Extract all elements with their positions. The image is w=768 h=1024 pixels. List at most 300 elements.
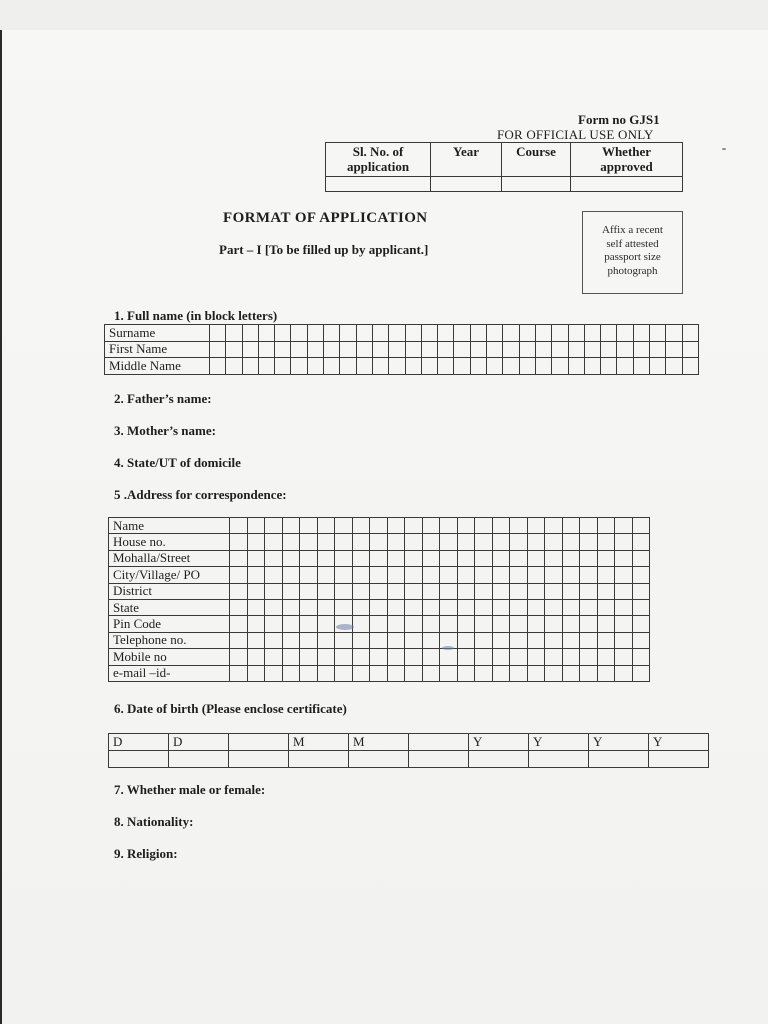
address-letter-box[interactable] — [632, 599, 650, 615]
address-letter-box[interactable] — [422, 567, 440, 583]
address-letter-box[interactable] — [527, 550, 545, 566]
name-letter-box[interactable] — [552, 358, 568, 375]
address-letter-box[interactable] — [492, 583, 510, 599]
address-letter-box[interactable] — [475, 599, 493, 615]
dob-input-box[interactable] — [109, 751, 169, 768]
name-letter-box[interactable] — [617, 341, 633, 358]
address-letter-box[interactable] — [597, 518, 615, 534]
name-letter-box[interactable] — [372, 358, 388, 375]
photo-box[interactable] — [582, 211, 683, 294]
name-letter-box[interactable] — [470, 358, 486, 375]
address-letter-box[interactable] — [632, 583, 650, 599]
name-letter-box[interactable] — [584, 341, 600, 358]
address-letter-box[interactable] — [230, 616, 248, 632]
address-letter-box[interactable] — [387, 550, 405, 566]
address-letter-box[interactable] — [475, 518, 493, 534]
address-letter-box[interactable] — [352, 567, 370, 583]
address-letter-box[interactable] — [475, 616, 493, 632]
address-letter-box[interactable] — [510, 632, 528, 648]
address-letter-box[interactable] — [632, 665, 650, 681]
address-letter-box[interactable] — [510, 534, 528, 550]
address-letter-box[interactable] — [317, 632, 335, 648]
address-letter-box[interactable] — [440, 616, 458, 632]
address-letter-box[interactable] — [545, 649, 563, 665]
address-letter-box[interactable] — [370, 649, 388, 665]
name-letter-box[interactable] — [226, 341, 242, 358]
address-letter-box[interactable] — [317, 599, 335, 615]
name-letter-box[interactable] — [617, 358, 633, 375]
address-letter-box[interactable] — [632, 534, 650, 550]
address-letter-box[interactable] — [422, 534, 440, 550]
address-letter-box[interactable] — [317, 583, 335, 599]
address-letter-box[interactable] — [300, 665, 318, 681]
address-letter-box[interactable] — [492, 649, 510, 665]
name-letter-box[interactable] — [356, 341, 372, 358]
name-letter-box[interactable] — [226, 325, 242, 342]
address-letter-box[interactable] — [317, 567, 335, 583]
address-letter-box[interactable] — [265, 632, 283, 648]
address-letter-box[interactable] — [440, 534, 458, 550]
address-letter-box[interactable] — [527, 665, 545, 681]
address-letter-box[interactable] — [422, 599, 440, 615]
name-letter-box[interactable] — [324, 358, 340, 375]
address-letter-box[interactable] — [335, 550, 353, 566]
address-letter-box[interactable] — [545, 599, 563, 615]
address-letter-box[interactable] — [527, 583, 545, 599]
address-letter-box[interactable] — [282, 518, 300, 534]
address-letter-box[interactable] — [492, 599, 510, 615]
address-letter-box[interactable] — [265, 649, 283, 665]
address-letter-box[interactable] — [632, 649, 650, 665]
address-letter-box[interactable] — [545, 534, 563, 550]
name-letter-box[interactable] — [324, 341, 340, 358]
address-letter-box[interactable] — [510, 567, 528, 583]
address-letter-box[interactable] — [422, 665, 440, 681]
address-letter-box[interactable] — [230, 649, 248, 665]
name-letter-box[interactable] — [519, 325, 535, 342]
address-letter-box[interactable] — [457, 567, 475, 583]
address-letter-box[interactable] — [422, 518, 440, 534]
address-letter-box[interactable] — [265, 567, 283, 583]
name-letter-box[interactable] — [666, 341, 682, 358]
address-letter-box[interactable] — [352, 518, 370, 534]
address-letter-box[interactable] — [580, 632, 598, 648]
address-letter-box[interactable] — [475, 550, 493, 566]
address-letter-box[interactable] — [597, 599, 615, 615]
address-letter-box[interactable] — [230, 583, 248, 599]
address-letter-box[interactable] — [527, 567, 545, 583]
name-letter-box[interactable] — [405, 325, 421, 342]
address-letter-box[interactable] — [545, 616, 563, 632]
address-letter-box[interactable] — [370, 550, 388, 566]
name-letter-box[interactable] — [324, 325, 340, 342]
name-letter-box[interactable] — [503, 325, 519, 342]
name-letter-box[interactable] — [405, 358, 421, 375]
address-letter-box[interactable] — [457, 550, 475, 566]
name-letter-box[interactable] — [210, 341, 226, 358]
address-letter-box[interactable] — [335, 583, 353, 599]
address-letter-box[interactable] — [562, 567, 580, 583]
address-letter-box[interactable] — [387, 632, 405, 648]
address-letter-box[interactable] — [300, 649, 318, 665]
address-letter-box[interactable] — [282, 550, 300, 566]
address-letter-box[interactable] — [492, 665, 510, 681]
address-letter-box[interactable] — [492, 616, 510, 632]
address-letter-box[interactable] — [422, 632, 440, 648]
address-letter-box[interactable] — [265, 665, 283, 681]
name-letter-box[interactable] — [421, 325, 437, 342]
name-letter-box[interactable] — [421, 341, 437, 358]
official-cell[interactable] — [326, 177, 431, 192]
address-letter-box[interactable] — [580, 616, 598, 632]
name-letter-box[interactable] — [210, 358, 226, 375]
address-letter-box[interactable] — [597, 567, 615, 583]
address-letter-box[interactable] — [457, 616, 475, 632]
address-letter-box[interactable] — [405, 632, 423, 648]
name-letter-box[interactable] — [568, 341, 584, 358]
address-letter-box[interactable] — [317, 649, 335, 665]
name-letter-box[interactable] — [389, 341, 405, 358]
name-letter-box[interactable] — [307, 358, 323, 375]
address-letter-box[interactable] — [300, 534, 318, 550]
address-letter-box[interactable] — [335, 665, 353, 681]
address-letter-box[interactable] — [422, 550, 440, 566]
address-letter-box[interactable] — [615, 550, 633, 566]
name-letter-box[interactable] — [584, 358, 600, 375]
address-letter-box[interactable] — [335, 632, 353, 648]
address-letter-box[interactable] — [440, 567, 458, 583]
address-letter-box[interactable] — [527, 616, 545, 632]
address-letter-box[interactable] — [632, 550, 650, 566]
address-letter-box[interactable] — [632, 567, 650, 583]
address-letter-box[interactable] — [282, 567, 300, 583]
name-letter-box[interactable] — [258, 341, 274, 358]
name-letter-box[interactable] — [470, 325, 486, 342]
name-letter-box[interactable] — [519, 341, 535, 358]
dob-input-box[interactable] — [589, 751, 649, 768]
address-letter-box[interactable] — [352, 534, 370, 550]
name-letter-box[interactable] — [242, 341, 258, 358]
official-cell[interactable] — [502, 177, 571, 192]
address-letter-box[interactable] — [562, 534, 580, 550]
address-letter-box[interactable] — [387, 583, 405, 599]
name-letter-box[interactable] — [487, 341, 503, 358]
address-letter-box[interactable] — [580, 649, 598, 665]
name-letter-box[interactable] — [503, 341, 519, 358]
address-letter-box[interactable] — [492, 567, 510, 583]
address-letter-box[interactable] — [387, 567, 405, 583]
name-letter-box[interactable] — [438, 341, 454, 358]
name-letter-box[interactable] — [601, 358, 617, 375]
address-letter-box[interactable] — [282, 665, 300, 681]
address-letter-box[interactable] — [510, 665, 528, 681]
address-letter-box[interactable] — [615, 599, 633, 615]
address-letter-box[interactable] — [335, 599, 353, 615]
address-letter-box[interactable] — [405, 599, 423, 615]
address-letter-box[interactable] — [335, 534, 353, 550]
address-letter-box[interactable] — [405, 649, 423, 665]
name-letter-box[interactable] — [568, 325, 584, 342]
address-letter-box[interactable] — [545, 665, 563, 681]
name-letter-box[interactable] — [356, 358, 372, 375]
address-letter-box[interactable] — [527, 534, 545, 550]
address-letter-box[interactable] — [300, 583, 318, 599]
name-letter-box[interactable] — [617, 325, 633, 342]
address-letter-box[interactable] — [580, 665, 598, 681]
name-letter-box[interactable] — [470, 341, 486, 358]
address-letter-box[interactable] — [457, 583, 475, 599]
address-letter-box[interactable] — [457, 665, 475, 681]
address-letter-box[interactable] — [422, 583, 440, 599]
name-letter-box[interactable] — [682, 358, 698, 375]
address-letter-box[interactable] — [265, 534, 283, 550]
address-letter-box[interactable] — [247, 632, 265, 648]
address-letter-box[interactable] — [597, 534, 615, 550]
address-letter-box[interactable] — [562, 550, 580, 566]
address-letter-box[interactable] — [510, 518, 528, 534]
name-letter-box[interactable] — [356, 325, 372, 342]
address-letter-box[interactable] — [282, 583, 300, 599]
address-letter-box[interactable] — [632, 518, 650, 534]
address-letter-box[interactable] — [300, 550, 318, 566]
official-cell[interactable] — [431, 177, 502, 192]
dob-input-box[interactable] — [649, 751, 709, 768]
address-letter-box[interactable] — [317, 665, 335, 681]
address-letter-box[interactable] — [545, 583, 563, 599]
address-letter-box[interactable] — [580, 534, 598, 550]
address-letter-box[interactable] — [405, 567, 423, 583]
name-letter-box[interactable] — [275, 325, 291, 342]
name-letter-box[interactable] — [535, 358, 551, 375]
address-letter-box[interactable] — [352, 550, 370, 566]
name-letter-box[interactable] — [650, 358, 666, 375]
address-letter-box[interactable] — [247, 567, 265, 583]
address-letter-box[interactable] — [230, 518, 248, 534]
address-letter-box[interactable] — [615, 567, 633, 583]
address-letter-box[interactable] — [247, 616, 265, 632]
address-letter-box[interactable] — [370, 583, 388, 599]
name-letter-box[interactable] — [340, 325, 356, 342]
address-letter-box[interactable] — [352, 632, 370, 648]
address-letter-box[interactable] — [632, 632, 650, 648]
address-letter-box[interactable] — [282, 616, 300, 632]
address-letter-box[interactable] — [562, 518, 580, 534]
dob-input-box[interactable] — [169, 751, 229, 768]
address-letter-box[interactable] — [247, 665, 265, 681]
address-letter-box[interactable] — [335, 567, 353, 583]
name-letter-box[interactable] — [242, 358, 258, 375]
name-letter-box[interactable] — [682, 341, 698, 358]
address-letter-box[interactable] — [457, 518, 475, 534]
address-letter-box[interactable] — [370, 518, 388, 534]
address-letter-box[interactable] — [405, 616, 423, 632]
name-letter-box[interactable] — [275, 358, 291, 375]
address-letter-box[interactable] — [562, 616, 580, 632]
name-letter-box[interactable] — [454, 358, 470, 375]
address-letter-box[interactable] — [615, 632, 633, 648]
address-letter-box[interactable] — [265, 518, 283, 534]
name-letter-box[interactable] — [552, 325, 568, 342]
name-letter-box[interactable] — [307, 341, 323, 358]
address-letter-box[interactable] — [300, 599, 318, 615]
address-letter-box[interactable] — [247, 649, 265, 665]
address-letter-box[interactable] — [247, 534, 265, 550]
address-letter-box[interactable] — [580, 583, 598, 599]
name-letter-box[interactable] — [633, 325, 649, 342]
address-letter-box[interactable] — [527, 649, 545, 665]
name-letter-box[interactable] — [258, 325, 274, 342]
name-letter-box[interactable] — [584, 325, 600, 342]
address-letter-box[interactable] — [597, 616, 615, 632]
address-letter-box[interactable] — [615, 616, 633, 632]
name-letter-box[interactable] — [226, 358, 242, 375]
address-letter-box[interactable] — [230, 534, 248, 550]
address-letter-box[interactable] — [370, 599, 388, 615]
address-letter-box[interactable] — [352, 649, 370, 665]
name-letter-box[interactable] — [519, 358, 535, 375]
official-cell[interactable] — [571, 177, 683, 192]
address-letter-box[interactable] — [405, 518, 423, 534]
address-letter-box[interactable] — [247, 550, 265, 566]
address-letter-box[interactable] — [440, 583, 458, 599]
address-letter-box[interactable] — [510, 649, 528, 665]
name-letter-box[interactable] — [552, 341, 568, 358]
address-letter-box[interactable] — [527, 599, 545, 615]
address-letter-box[interactable] — [457, 632, 475, 648]
dob-input-box[interactable] — [469, 751, 529, 768]
address-letter-box[interactable] — [265, 550, 283, 566]
address-letter-box[interactable] — [300, 616, 318, 632]
address-letter-box[interactable] — [370, 632, 388, 648]
address-letter-box[interactable] — [247, 518, 265, 534]
address-letter-box[interactable] — [405, 665, 423, 681]
name-letter-box[interactable] — [454, 341, 470, 358]
address-letter-box[interactable] — [580, 550, 598, 566]
address-letter-box[interactable] — [475, 665, 493, 681]
address-letter-box[interactable] — [545, 567, 563, 583]
name-letter-box[interactable] — [666, 358, 682, 375]
address-letter-box[interactable] — [580, 518, 598, 534]
address-letter-box[interactable] — [492, 550, 510, 566]
address-letter-box[interactable] — [615, 665, 633, 681]
name-letter-box[interactable] — [421, 358, 437, 375]
address-letter-box[interactable] — [422, 616, 440, 632]
address-letter-box[interactable] — [282, 599, 300, 615]
address-letter-box[interactable] — [510, 583, 528, 599]
address-letter-box[interactable] — [230, 567, 248, 583]
name-letter-box[interactable] — [372, 325, 388, 342]
address-letter-box[interactable] — [265, 583, 283, 599]
address-letter-box[interactable] — [317, 518, 335, 534]
address-letter-box[interactable] — [562, 665, 580, 681]
name-letter-box[interactable] — [633, 358, 649, 375]
name-letter-box[interactable] — [389, 358, 405, 375]
name-letter-box[interactable] — [535, 325, 551, 342]
address-letter-box[interactable] — [527, 518, 545, 534]
name-letter-box[interactable] — [487, 358, 503, 375]
name-letter-box[interactable] — [666, 325, 682, 342]
address-letter-box[interactable] — [300, 518, 318, 534]
address-letter-box[interactable] — [387, 616, 405, 632]
address-letter-box[interactable] — [492, 518, 510, 534]
address-letter-box[interactable] — [597, 583, 615, 599]
address-letter-box[interactable] — [405, 583, 423, 599]
address-letter-box[interactable] — [422, 649, 440, 665]
name-letter-box[interactable] — [291, 341, 307, 358]
name-letter-box[interactable] — [340, 358, 356, 375]
address-letter-box[interactable] — [230, 665, 248, 681]
address-letter-box[interactable] — [440, 599, 458, 615]
address-letter-box[interactable] — [352, 616, 370, 632]
address-letter-box[interactable] — [265, 599, 283, 615]
name-letter-box[interactable] — [601, 325, 617, 342]
address-letter-box[interactable] — [370, 534, 388, 550]
address-letter-box[interactable] — [352, 599, 370, 615]
name-letter-box[interactable] — [291, 325, 307, 342]
dob-input-box[interactable] — [349, 751, 409, 768]
address-letter-box[interactable] — [545, 550, 563, 566]
name-letter-box[interactable] — [242, 325, 258, 342]
address-letter-box[interactable] — [562, 632, 580, 648]
address-letter-box[interactable] — [247, 599, 265, 615]
address-letter-box[interactable] — [370, 665, 388, 681]
address-letter-box[interactable] — [580, 567, 598, 583]
address-letter-box[interactable] — [597, 632, 615, 648]
name-letter-box[interactable] — [275, 341, 291, 358]
address-letter-box[interactable] — [440, 665, 458, 681]
address-letter-box[interactable] — [492, 534, 510, 550]
address-letter-box[interactable] — [527, 632, 545, 648]
name-letter-box[interactable] — [650, 325, 666, 342]
address-letter-box[interactable] — [387, 534, 405, 550]
dob-input-box[interactable] — [409, 751, 469, 768]
address-letter-box[interactable] — [562, 583, 580, 599]
name-letter-box[interactable] — [682, 325, 698, 342]
name-letter-box[interactable] — [601, 341, 617, 358]
address-letter-box[interactable] — [562, 599, 580, 615]
name-letter-box[interactable] — [340, 341, 356, 358]
address-letter-box[interactable] — [597, 550, 615, 566]
address-letter-box[interactable] — [352, 583, 370, 599]
address-letter-box[interactable] — [247, 583, 265, 599]
name-letter-box[interactable] — [650, 341, 666, 358]
address-letter-box[interactable] — [492, 632, 510, 648]
address-letter-box[interactable] — [282, 534, 300, 550]
address-letter-box[interactable] — [457, 649, 475, 665]
address-letter-box[interactable] — [387, 599, 405, 615]
address-letter-box[interactable] — [440, 518, 458, 534]
address-letter-box[interactable] — [335, 518, 353, 534]
address-letter-box[interactable] — [335, 649, 353, 665]
address-letter-box[interactable] — [387, 518, 405, 534]
address-letter-box[interactable] — [615, 534, 633, 550]
name-letter-box[interactable] — [568, 358, 584, 375]
address-letter-box[interactable] — [317, 534, 335, 550]
address-letter-box[interactable] — [475, 632, 493, 648]
address-letter-box[interactable] — [387, 649, 405, 665]
address-letter-box[interactable] — [510, 616, 528, 632]
name-letter-box[interactable] — [291, 358, 307, 375]
address-letter-box[interactable] — [405, 550, 423, 566]
address-letter-box[interactable] — [597, 665, 615, 681]
address-letter-box[interactable] — [352, 665, 370, 681]
address-letter-box[interactable] — [510, 550, 528, 566]
dob-input-box[interactable] — [229, 751, 289, 768]
address-letter-box[interactable] — [440, 550, 458, 566]
address-letter-box[interactable] — [457, 534, 475, 550]
address-letter-box[interactable] — [300, 567, 318, 583]
name-letter-box[interactable] — [372, 341, 388, 358]
